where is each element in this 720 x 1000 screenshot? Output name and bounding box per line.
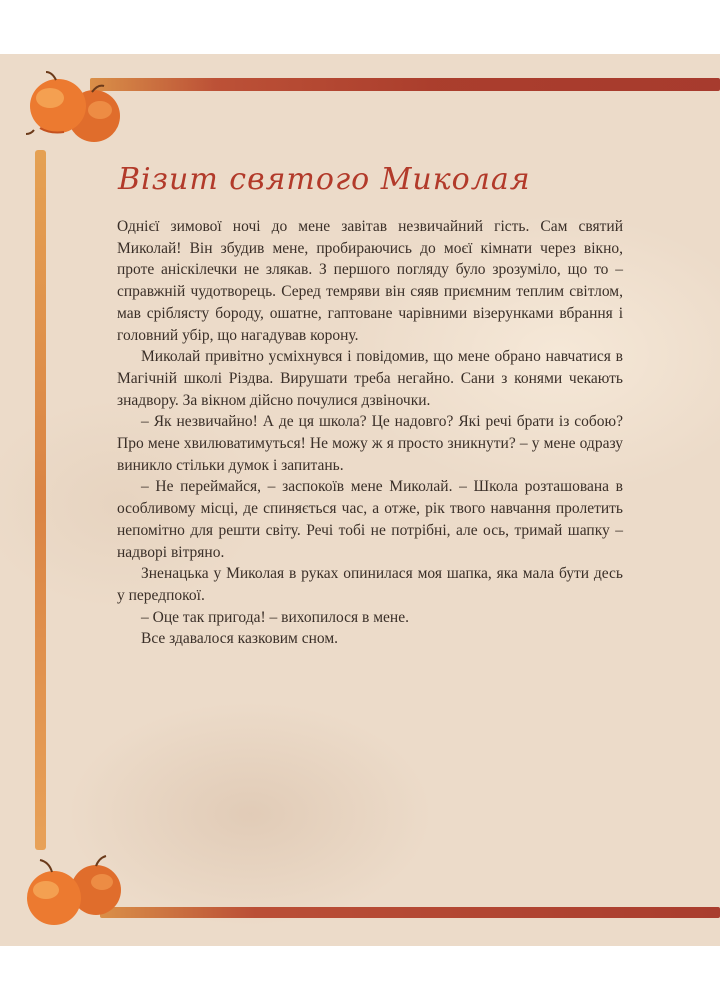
paragraph: Зненацька у Миколая в руках опинилася моя шапка, яка мала бути десь у передпокої. (117, 565, 623, 604)
book-page (0, 54, 720, 946)
paragraph: Миколай привітно усміхнувся і повідомив, що мене обрано навчатися в Магічній школі Різдва. Вирушати треба негайно. Сани з конями чекають знадвору. За вікном дійсно почулися дзвіночки. (117, 348, 623, 409)
paragraph: – Оце так пригода! – вихопилося в мене. (141, 608, 409, 626)
paragraph: Все здавалося казковим сном. (141, 630, 339, 648)
apples-top-icon (20, 68, 130, 158)
page-title: Візит святого Миколая (118, 162, 531, 197)
left-border-stripe (35, 150, 46, 850)
bottom-border-stripe (100, 907, 720, 918)
paragraph: Однієї зимової ночі до мене завітав незвичайний гість. Сам святий Миколай! Він збудив мене, пробираючись до моєї кімнати через вікно, проте аніскілечки не злякав. З першого погляду було зрозуміло, що то – справжній чудотворець. Серед темряви він сяяв приємним теплим світлом, мав сріблясту бороду, ошатне, гаптоване чарівними візерунками вбрання і головний убір, що нагадував корону. (117, 218, 623, 344)
top-border-stripe (90, 78, 720, 91)
paragraph: – Як незвичайно! А де ця школа? Це надовго? Які речі брати із собою? Про мене хвилюватимуться! Не можу ж я просто зникнути? – у мене одразу виникло стільки думок і запитань. (117, 413, 623, 474)
story-text (117, 216, 623, 650)
apples-bottom-icon (22, 854, 132, 934)
paragraph: – Не переймайся, – заспокоїв мене Миколай. – Школа розташована в особливому місці, де спиняється час, а отже, рік твого навчання пролетить непомітно для решти світу. Речі тобі не потрібні, але ось, тримай шапку – надворі вітряно. (117, 478, 623, 561)
